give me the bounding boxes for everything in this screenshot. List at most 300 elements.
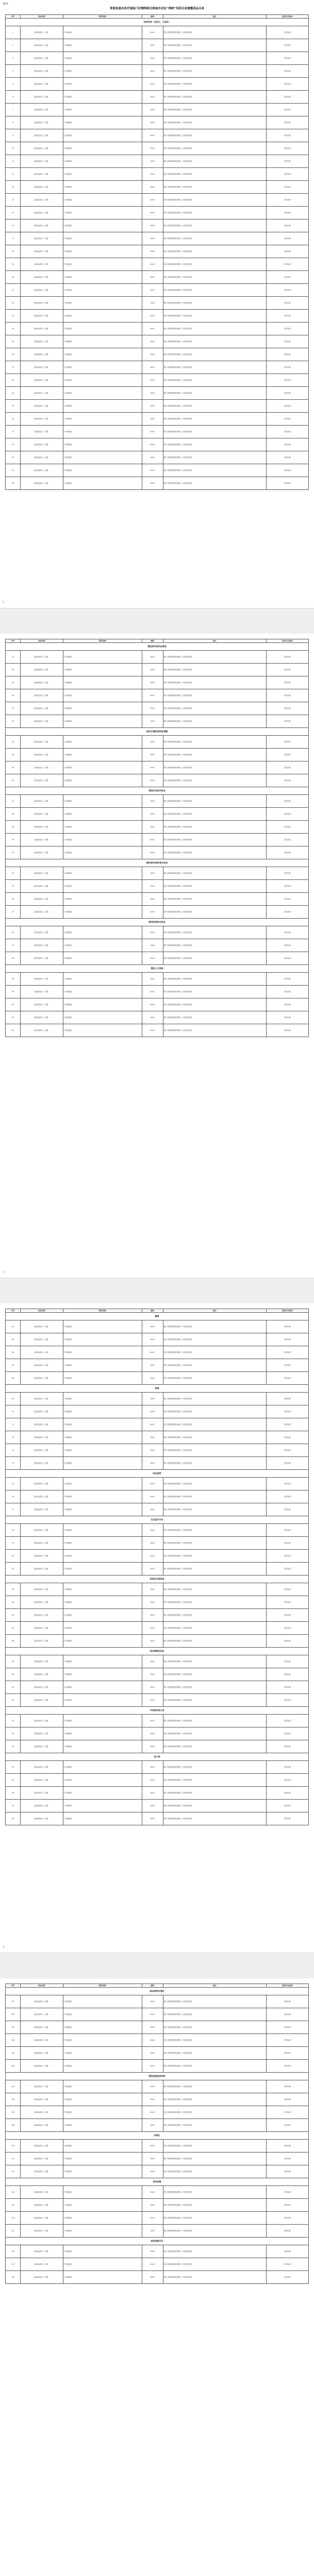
dosage-form-cell: 片剂/胶囊 [63, 761, 142, 774]
remark-cell: 限门诊慢特病患者使用，按规定报销 [163, 477, 266, 490]
dosage-form-cell: 片剂/胶囊 [63, 168, 142, 181]
column-header: 序号 [6, 1984, 21, 1988]
remark-cell: 限门诊慢特病患者使用，按规定报销 [163, 335, 266, 348]
price-cell: 详见标准 [266, 1812, 308, 1825]
table-row [6, 1596, 309, 1609]
document-page [0, 1303, 314, 1953]
drug-name-cell: 某某某药品（口服） [21, 2106, 63, 2119]
row-number: 88 [6, 1668, 21, 1681]
dosage-form-cell: 片剂/胶囊 [63, 1727, 142, 1740]
dosage-form-cell: 片剂/胶囊 [63, 104, 142, 116]
page-gap [0, 1278, 314, 1304]
drug-name-cell: 某某某药品（口服） [21, 2119, 63, 2132]
drug-name-cell: 某某某药品（口服） [21, 1359, 63, 1372]
price-cell: 详见标准 [266, 651, 308, 664]
dosage-form-cell: 片剂/胶囊 [63, 310, 142, 323]
drug-name-cell: 某某某药品（口服） [21, 1418, 63, 1431]
table-row [6, 2047, 309, 2060]
remark-cell: 限门诊慢特病患者使用，按规定报销 [163, 2140, 266, 2153]
drug-name-cell: 某某某药品（口服） [21, 926, 63, 939]
code-cell: XA01 [142, 702, 163, 715]
price-cell: 详见标准 [266, 998, 308, 1011]
price-cell: 详见标准 [266, 438, 308, 451]
table-header-row [6, 15, 309, 19]
remark-cell: 限门诊慢特病患者使用，按规定报销 [163, 1715, 266, 1727]
dosage-form-cell: 片剂/胶囊 [63, 207, 142, 219]
dosage-form-cell: 片剂/胶囊 [63, 749, 142, 761]
remark-cell: 限门诊慢特病患者使用，按规定报销 [163, 426, 266, 438]
code-cell: XA01 [142, 2245, 163, 2258]
drug-name-cell: 某某某药品（口服） [21, 1431, 63, 1444]
dosage-form-cell: 片剂/胶囊 [63, 2245, 142, 2258]
drug-name-cell: 某某某药品（口服） [21, 104, 63, 116]
drug-name-cell: 某某某药品（口服） [21, 464, 63, 477]
code-cell: XA01 [142, 65, 163, 78]
row-number: 5 [6, 78, 21, 91]
price-cell: 详见标准 [266, 2093, 308, 2106]
remark-cell: 限门诊慢特病患者使用，按规定报销 [163, 1024, 266, 1037]
table-row [6, 1457, 309, 1470]
price-cell: 详见标准 [266, 761, 308, 774]
remark-cell: 限门诊慢特病患者使用，按规定报销 [163, 2245, 266, 2258]
dosage-form-cell: 片剂/胶囊 [63, 1333, 142, 1346]
price-cell: 详见标准 [266, 387, 308, 400]
price-cell: 详见标准 [266, 1333, 308, 1346]
price-cell: 详见标准 [266, 1583, 308, 1596]
table-row [6, 1681, 309, 1694]
price-cell: 详见标准 [266, 893, 308, 906]
code-cell: XA01 [142, 1537, 163, 1550]
table-row [6, 2080, 309, 2093]
dosage-form-cell: 片剂/胶囊 [63, 219, 142, 232]
row-number: 89 [6, 1681, 21, 1694]
dosage-form-cell: 片剂/胶囊 [63, 651, 142, 664]
dosage-form-cell: 片剂/胶囊 [63, 258, 142, 271]
column-header: 剂型/规格 [63, 639, 142, 643]
remark-cell: 限门诊慢特病患者使用，按规定报销 [163, 1740, 266, 1753]
section-title: 甲状腺功能亢进 [6, 1707, 309, 1715]
table-row [6, 1774, 309, 1787]
dosage-form-cell: 片剂/胶囊 [63, 1320, 142, 1333]
row-number: 26 [6, 348, 21, 361]
remark-cell: 限门诊慢特病患者使用，按规定报销 [163, 761, 266, 774]
drug-name-cell: 某某某药品（口服） [21, 168, 63, 181]
remark-cell: 限门诊慢特病患者使用，按规定报销 [163, 2080, 266, 2093]
price-cell: 详见标准 [266, 2021, 308, 2034]
column-header: 序号 [6, 1309, 21, 1313]
dosage-form-cell: 片剂/胶囊 [63, 464, 142, 477]
dosage-form-cell: 片剂/胶囊 [63, 926, 142, 939]
row-number: 43 [6, 736, 21, 749]
dosage-form-cell: 片剂/胶囊 [63, 1740, 142, 1753]
drug-name-cell: 某某某药品（口服） [21, 893, 63, 906]
section-row [6, 965, 309, 973]
code-cell: XA01 [142, 464, 163, 477]
remark-cell: 限门诊慢特病患者使用，按规定报销 [163, 808, 266, 821]
dosage-form-cell: 片剂/胶囊 [63, 142, 142, 155]
table-row [6, 1787, 309, 1800]
page-number: -3- [2, 1945, 5, 1948]
dosage-form-cell: 片剂/胶囊 [63, 78, 142, 91]
table-row [6, 1995, 309, 2008]
column-header: 医保支付标准 [266, 639, 308, 643]
dosage-form-cell: 片剂/胶囊 [63, 1346, 142, 1359]
code-cell: XA01 [142, 1405, 163, 1418]
price-cell: 详见标准 [266, 104, 308, 116]
code-cell: XA01 [142, 1655, 163, 1668]
table-row [6, 142, 309, 155]
drug-name-cell: 某某某药品（口服） [21, 664, 63, 676]
table-row [6, 438, 309, 451]
drug-name-cell: 某某某药品（口服） [21, 65, 63, 78]
table-row [6, 39, 309, 52]
price-cell: 详见标准 [266, 749, 308, 761]
table-row [6, 676, 309, 689]
section-title: 肝硬化 [6, 2132, 309, 2140]
price-cell: 详见标准 [266, 1405, 308, 1418]
remark-cell: 限门诊慢特病患者使用，按规定报销 [163, 939, 266, 952]
price-cell: 详见标准 [266, 1393, 308, 1405]
price-cell: 详见标准 [266, 986, 308, 998]
price-cell: 详见标准 [266, 736, 308, 749]
column-header: 剂型/规格 [63, 1984, 142, 1988]
drug-name-cell: 某某某药品（口服） [21, 1715, 63, 1727]
row-number: 59 [6, 973, 21, 986]
price-cell: 详见标准 [266, 1537, 308, 1550]
column-header: 编码 [142, 15, 163, 19]
table-row [6, 1655, 309, 1668]
page-gap [0, 1953, 314, 1979]
table-row [6, 2225, 309, 2238]
code-cell: XA01 [142, 880, 163, 893]
remark-cell: 限门诊慢特病患者使用，按规定报销 [163, 2258, 266, 2271]
drug-name-cell: 某某某药品（口服） [21, 834, 63, 846]
code-cell: XA01 [142, 952, 163, 965]
remark-cell: 限门诊慢特病患者使用，按规定报销 [163, 893, 266, 906]
price-cell: 详见标准 [266, 867, 308, 880]
section-title: 帕金森病 [6, 1470, 309, 1478]
row-number: 7 [6, 104, 21, 116]
code-cell: XA01 [142, 104, 163, 116]
code-cell: XA01 [142, 998, 163, 1011]
price-cell: 详见标准 [266, 821, 308, 834]
price-cell: 详见标准 [266, 2165, 308, 2178]
row-number: 103 [6, 2047, 21, 2060]
code-cell: XA01 [142, 1787, 163, 1800]
drug-name-cell: 某某某药品（口服） [21, 1563, 63, 1575]
row-number: 98 [6, 1812, 21, 1825]
code-cell: XA01 [142, 361, 163, 374]
dosage-form-cell: 片剂/胶囊 [63, 676, 142, 689]
drug-name-cell: 某某某药品（口服） [21, 438, 63, 451]
dosage-form-cell: 片剂/胶囊 [63, 774, 142, 787]
remark-cell: 限门诊慢特病患者使用，按规定报销 [163, 2165, 266, 2178]
code-cell: XA01 [142, 271, 163, 284]
code-cell: XA01 [142, 1740, 163, 1753]
code-cell: XA01 [142, 426, 163, 438]
dosage-form-cell: 片剂/胶囊 [63, 1431, 142, 1444]
column-header: 药品名称 [21, 639, 63, 643]
dosage-form-cell: 片剂/胶囊 [63, 232, 142, 245]
row-number: 86 [6, 1635, 21, 1648]
row-number: 19 [6, 258, 21, 271]
table-row [6, 2186, 309, 2199]
remark-cell: 限门诊慢特病患者使用，按规定报销 [163, 2119, 266, 2132]
remark-cell: 限门诊慢特病患者使用，按规定报销 [163, 715, 266, 728]
remark-cell: 限门诊慢特病患者使用，按规定报销 [163, 1405, 266, 1418]
remark-cell: 限门诊慢特病患者使用，按规定报销 [163, 361, 266, 374]
section-title: 慢性病关联药品管理 [6, 643, 309, 651]
table-row [6, 2021, 309, 2034]
remark-cell: 限门诊慢特病患者使用，按规定报销 [163, 664, 266, 676]
table-row [6, 1563, 309, 1575]
drug-name-cell: 某某某药品（口服） [21, 2186, 63, 2199]
dosage-form-cell: 片剂/胶囊 [63, 1359, 142, 1372]
code-cell: XA01 [142, 1393, 163, 1405]
column-header: 序号 [6, 15, 21, 19]
price-cell: 详见标准 [266, 834, 308, 846]
row-number: 82 [6, 1583, 21, 1596]
remark-cell: 限门诊慢特病患者使用，按规定报销 [163, 998, 266, 1011]
row-number: 107 [6, 2106, 21, 2119]
dosage-form-cell: 片剂/胶囊 [63, 1761, 142, 1774]
table-row [6, 1333, 309, 1346]
code-cell: XA01 [142, 438, 163, 451]
drug-name-cell: 某某某药品（口服） [21, 1812, 63, 1825]
code-cell: XA01 [142, 116, 163, 129]
column-header: 药品名称 [21, 15, 63, 19]
table-row [6, 1405, 309, 1418]
price-cell: 详见标准 [266, 65, 308, 78]
code-cell: XA01 [142, 749, 163, 761]
code-cell: XA01 [142, 689, 163, 702]
dosage-form-cell: 片剂/胶囊 [63, 245, 142, 258]
row-number: 74 [6, 1457, 21, 1470]
table-row [6, 1418, 309, 1431]
table-row [6, 1609, 309, 1622]
row-number: 15 [6, 207, 21, 219]
price-cell: 详见标准 [266, 26, 308, 39]
table-row [6, 361, 309, 374]
section-row [6, 728, 309, 736]
section-title: 慢性肝炎相关药品 [6, 787, 309, 795]
price-cell: 详见标准 [266, 715, 308, 728]
dosage-form-cell: 片剂/胶囊 [63, 361, 142, 374]
code-cell: XA01 [142, 413, 163, 426]
table-row [6, 323, 309, 335]
row-number: 39 [6, 676, 21, 689]
table-row [6, 1727, 309, 1740]
table-row [6, 736, 309, 749]
page-number: -1- [2, 601, 5, 603]
table-row [6, 2034, 309, 2047]
row-number: 47 [6, 795, 21, 808]
code-cell: XA01 [142, 1346, 163, 1359]
code-cell: XA01 [142, 1359, 163, 1372]
dosage-form-cell: 片剂/胶囊 [63, 906, 142, 919]
remark-cell: 限门诊慢特病患者使用，按规定报销 [163, 284, 266, 297]
code-cell: XA01 [142, 2060, 163, 2073]
price-cell: 详见标准 [266, 129, 308, 142]
remark-cell: 限门诊慢特病患者使用，按规定报销 [163, 1583, 266, 1596]
remark-cell: 限门诊慢特病患者使用，按规定报销 [163, 78, 266, 91]
row-number: 45 [6, 761, 21, 774]
remark-cell: 限门诊慢特病患者使用，按规定报销 [163, 1444, 266, 1457]
code-cell: XA01 [142, 2080, 163, 2093]
dosage-form-cell: 片剂/胶囊 [63, 400, 142, 413]
price-cell: 详见标准 [266, 2245, 308, 2258]
row-number: 117 [6, 2258, 21, 2271]
dosage-form-cell: 片剂/胶囊 [63, 867, 142, 880]
code-cell: XA01 [142, 2008, 163, 2021]
code-cell: XA01 [142, 129, 163, 142]
remark-cell: 限门诊慢特病患者使用，按规定报销 [163, 1372, 266, 1385]
row-number: 58 [6, 952, 21, 965]
dosage-form-cell: 片剂/胶囊 [63, 1537, 142, 1550]
row-number: 18 [6, 245, 21, 258]
remark-cell: 限门诊慢特病患者使用，按规定报销 [163, 374, 266, 387]
dosage-form-cell: 片剂/胶囊 [63, 1609, 142, 1622]
row-number: 81 [6, 1563, 21, 1575]
drug-name-cell: 某某某药品（口服） [21, 335, 63, 348]
drug-name-cell: 某某某药品（口服） [21, 1609, 63, 1622]
table-row [6, 1478, 309, 1490]
code-cell: XA01 [142, 986, 163, 998]
row-number: 76 [6, 1490, 21, 1503]
row-number: 87 [6, 1655, 21, 1668]
row-number: 100 [6, 2008, 21, 2021]
drug-name-cell: 某某某药品（口服） [21, 952, 63, 965]
table-row [6, 1024, 309, 1037]
column-header: 医保支付标准 [266, 1984, 308, 1988]
dosage-form-cell: 片剂/胶囊 [63, 65, 142, 78]
row-number: 35 [6, 464, 21, 477]
section-row [6, 2132, 309, 2140]
dosage-form-cell: 片剂/胶囊 [63, 2271, 142, 2284]
code-cell: XA01 [142, 1550, 163, 1563]
dosage-form-cell: 片剂/胶囊 [63, 426, 142, 438]
document-page [0, 0, 314, 608]
code-cell: XA01 [142, 451, 163, 464]
remark-cell: 限门诊慢特病患者使用，按规定报销 [163, 104, 266, 116]
price-cell: 详见标准 [266, 2140, 308, 2153]
price-cell: 详见标准 [266, 1550, 308, 1563]
table-row [6, 2271, 309, 2284]
drug-name-cell: 某某某药品（口服） [21, 1774, 63, 1787]
code-cell: XA01 [142, 1609, 163, 1622]
dosage-form-cell: 片剂/胶囊 [63, 2212, 142, 2225]
code-cell: XA01 [142, 2140, 163, 2153]
price-cell: 详见标准 [266, 1346, 308, 1359]
price-cell: 详见标准 [266, 939, 308, 952]
code-cell: XA01 [142, 258, 163, 271]
dosage-form-cell: 片剂/胶囊 [63, 1787, 142, 1800]
drug-name-cell: 某某某药品（口服） [21, 736, 63, 749]
dosage-form-cell: 片剂/胶囊 [63, 795, 142, 808]
code-cell: XA01 [142, 2093, 163, 2106]
dosage-form-cell: 片剂/胶囊 [63, 973, 142, 986]
row-number: 24 [6, 323, 21, 335]
table-row [6, 335, 309, 348]
row-number: 61 [6, 998, 21, 1011]
price-cell: 详见标准 [266, 1320, 308, 1333]
code-cell: XA01 [142, 1812, 163, 1825]
drug-name-cell: 某某某药品（口服） [21, 1655, 63, 1668]
row-number: 4 [6, 65, 21, 78]
price-cell: 详见标准 [266, 1635, 308, 1648]
column-header: 剂型/规格 [63, 1309, 142, 1313]
dosage-form-cell: 片剂/胶囊 [63, 2153, 142, 2165]
table-row [6, 1583, 309, 1596]
drug-name-cell: 某某某药品（口服） [21, 715, 63, 728]
price-cell: 详见标准 [266, 1727, 308, 1740]
table-row [6, 846, 309, 859]
table-row [6, 232, 309, 245]
row-number: 32 [6, 426, 21, 438]
price-cell: 详见标准 [266, 2225, 308, 2238]
price-cell: 详见标准 [266, 880, 308, 893]
drug-name-cell: 某某某药品（口服） [21, 651, 63, 664]
dosage-form-cell: 片剂/胶囊 [63, 1800, 142, 1812]
drug-name-cell: 某某某药品（口服） [21, 1503, 63, 1516]
remark-cell: 限门诊慢特病患者使用，按规定报销 [163, 973, 266, 986]
dosage-form-cell: 片剂/胶囊 [63, 1011, 142, 1024]
table-row [6, 1431, 309, 1444]
row-number: 104 [6, 2060, 21, 2073]
drug-name-cell: 某某某药品（口服） [21, 400, 63, 413]
dosage-form-cell: 片剂/胶囊 [63, 1024, 142, 1037]
code-cell: XA01 [142, 1800, 163, 1812]
dosage-form-cell: 片剂/胶囊 [63, 2021, 142, 2034]
table-row [6, 1320, 309, 1333]
code-cell: XA01 [142, 374, 163, 387]
remark-cell: 限门诊慢特病患者使用，按规定报销 [163, 1774, 266, 1787]
row-number: 28 [6, 374, 21, 387]
drug-name-cell: 某某某药品（口服） [21, 867, 63, 880]
code-cell: XA01 [142, 168, 163, 181]
code-cell: XA01 [142, 1681, 163, 1694]
row-number: 14 [6, 194, 21, 207]
row-number: 101 [6, 2021, 21, 2034]
price-cell: 详见标准 [266, 297, 308, 310]
row-number: 12 [6, 168, 21, 181]
table-row [6, 1668, 309, 1681]
remark-cell: 限门诊慢特病患者使用，按规定报销 [163, 323, 266, 335]
code-cell: XA01 [142, 400, 163, 413]
row-number: 6 [6, 91, 21, 104]
dosage-form-cell: 片剂/胶囊 [63, 2008, 142, 2021]
remark-cell: 限门诊慢特病患者使用，按规定报销 [163, 867, 266, 880]
code-cell: XA01 [142, 867, 163, 880]
section-title: 慢性心力衰竭 [6, 965, 309, 973]
section-title: 慢性肾病/透析相关药品 [6, 859, 309, 867]
price-cell: 详见标准 [266, 310, 308, 323]
drug-list-table [5, 639, 309, 1037]
dosage-form-cell: 片剂/胶囊 [63, 664, 142, 676]
price-cell: 详见标准 [266, 2258, 308, 2271]
row-number: 52 [6, 867, 21, 880]
code-cell: XA01 [142, 297, 163, 310]
dosage-form-cell: 片剂/胶囊 [63, 2080, 142, 2093]
drug-name-cell: 某某某药品（口服） [21, 91, 63, 104]
dosage-form-cell: 片剂/胶囊 [63, 1393, 142, 1405]
drug-name-cell: 某某某药品（口服） [21, 258, 63, 271]
code-cell: XA01 [142, 1694, 163, 1707]
remark-cell: 限门诊慢特病患者使用，按规定报销 [163, 1490, 266, 1503]
price-cell: 详见标准 [266, 1503, 308, 1516]
dosage-form-cell: 片剂/胶囊 [63, 952, 142, 965]
price-cell: 详见标准 [266, 795, 308, 808]
